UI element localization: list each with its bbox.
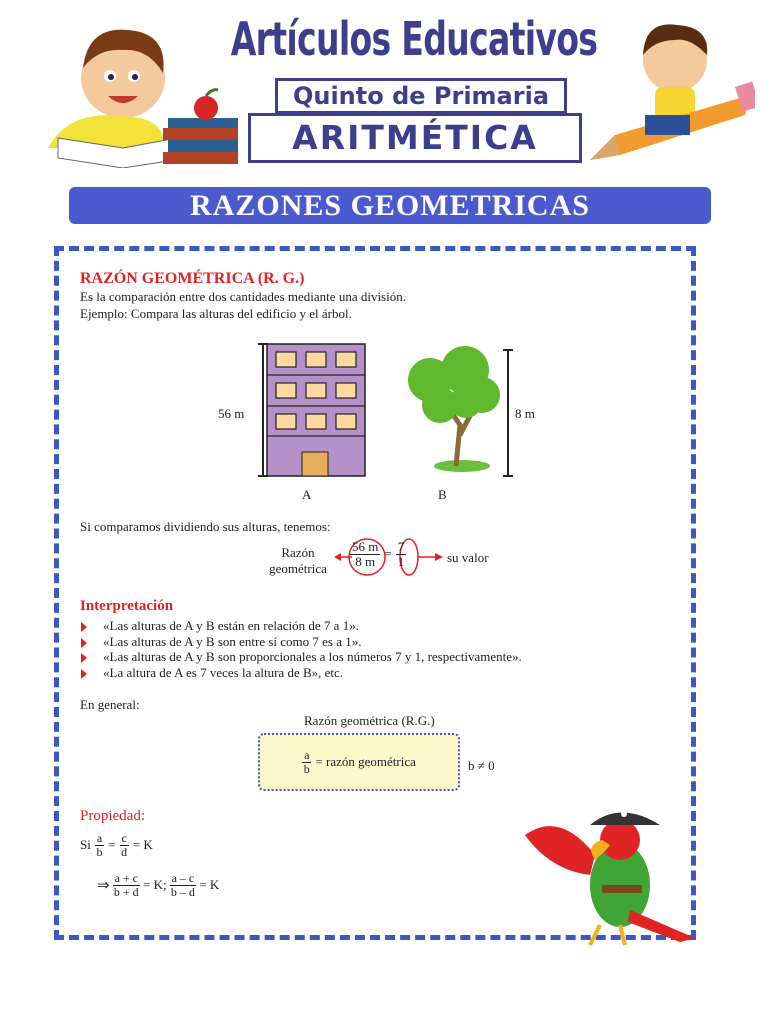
formula-box bbox=[258, 733, 460, 791]
example-text: Ejemplo: Compara las alturas del edificio y el árbol. bbox=[80, 306, 352, 321]
formula-rhs: = razón geométrica bbox=[315, 754, 416, 769]
list-item: «Las alturas de A y B son proporcionales a los números 7 y 1, respectivamente». bbox=[81, 649, 522, 665]
brand-title: Artículos Educativos bbox=[230, 12, 598, 66]
ratio-numerator: 56 m bbox=[352, 539, 379, 554]
section-title: RAZÓN GEOMÉTRICA (R. G.) bbox=[80, 270, 305, 287]
building-tree-figure bbox=[250, 340, 520, 485]
general-intro: En general: bbox=[80, 697, 140, 712]
topic-banner: RAZONES GEOMETRICAS bbox=[69, 187, 711, 224]
interpretation-list bbox=[81, 618, 522, 680]
formula-numerator: a bbox=[304, 747, 310, 762]
ratio-label-line1: Razón bbox=[281, 545, 315, 560]
bullet-icon bbox=[81, 622, 87, 632]
list-item: «La altura de A es 7 veces la altura de B», etc. bbox=[81, 665, 522, 681]
box-title: Razón geométrica (R.G.) bbox=[304, 713, 435, 728]
list-item: «Las alturas de A y B están en relación de 7 a 1». bbox=[81, 618, 522, 634]
bullet-icon bbox=[81, 669, 87, 679]
property-line2: ⇒ $\frac{a + c}{b + d}$ = K; $\frac{a - c}{b - d}$ = K bbox=[97, 871, 220, 899]
ratio-denominator: 8 m bbox=[355, 553, 376, 569]
equals-sign: = bbox=[384, 546, 392, 562]
property-title: Propiedad: bbox=[80, 808, 145, 824]
value-denominator: 1 bbox=[397, 553, 405, 569]
property-line1: Si $\frac{a}{b}$ = $\frac{c}{d}$ = K bbox=[80, 831, 153, 859]
height-a-label: 56 m bbox=[218, 406, 245, 421]
ratio-label bbox=[262, 545, 334, 577]
value-numerator: 7 bbox=[397, 539, 405, 554]
list-item: «Las alturas de A y B son entre sí como 7 es a 1». bbox=[81, 634, 522, 650]
comparison-intro: Si comparamos dividiendo sus alturas, tenemos: bbox=[80, 519, 331, 534]
condition-text: b ≠ 0 bbox=[468, 758, 495, 773]
interpretation-title: Interpretación bbox=[80, 598, 174, 614]
ratio-equation bbox=[350, 540, 406, 568]
value-label: su valor bbox=[447, 550, 489, 565]
label-b: B bbox=[438, 487, 447, 502]
definition-text: Es la comparación entre dos cantidades mediante una división. bbox=[80, 289, 406, 304]
bullet-icon bbox=[81, 638, 87, 648]
height-b-label: 8 m bbox=[515, 406, 535, 421]
tree-b bbox=[408, 346, 500, 423]
pirate-parrot-illustration bbox=[520, 800, 700, 950]
formula-denominator: b bbox=[303, 761, 310, 776]
bullet-icon bbox=[81, 653, 87, 663]
grade-label: Quinto de Primaria bbox=[275, 78, 567, 114]
subject-label: ARITMÉTICA bbox=[248, 113, 582, 163]
ratio-label-line2: geométrica bbox=[269, 561, 327, 576]
label-a: A bbox=[302, 487, 312, 502]
